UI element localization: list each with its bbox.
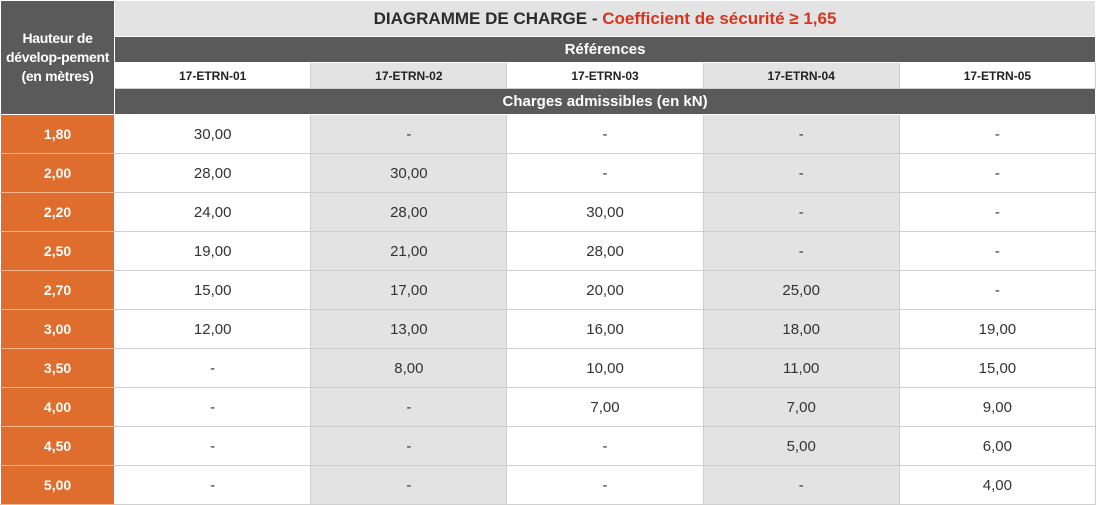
load-value-cell: 10,00 xyxy=(507,349,703,388)
load-value-cell: - xyxy=(703,466,899,505)
load-value-cell: 15,00 xyxy=(115,271,311,310)
load-value-cell: 18,00 xyxy=(703,310,899,349)
height-cell: 1,80 xyxy=(1,115,115,154)
load-value-cell: 5,00 xyxy=(703,427,899,466)
references-band-row xyxy=(1,37,1096,63)
table-row xyxy=(1,466,1096,505)
load-value-cell: - xyxy=(507,154,703,193)
load-value-cell: 28,00 xyxy=(311,193,507,232)
charges-band-row xyxy=(1,89,1096,115)
load-value-cell: 30,00 xyxy=(507,193,703,232)
load-value-cell: 30,00 xyxy=(311,154,507,193)
load-value-cell: - xyxy=(311,115,507,154)
load-value-cell: - xyxy=(311,388,507,427)
load-value-cell: - xyxy=(899,232,1095,271)
load-value-cell: 25,00 xyxy=(703,271,899,310)
load-value-cell: - xyxy=(115,388,311,427)
load-value-cell: 16,00 xyxy=(507,310,703,349)
title-row xyxy=(1,1,1096,37)
load-value-cell: 15,00 xyxy=(899,349,1095,388)
load-value-cell: - xyxy=(899,154,1095,193)
height-cell: 4,50 xyxy=(1,427,115,466)
load-value-cell: - xyxy=(899,115,1095,154)
height-column-header xyxy=(1,1,115,115)
height-cell: 2,00 xyxy=(1,154,115,193)
height-cell: 2,20 xyxy=(1,193,115,232)
height-cell: 3,50 xyxy=(1,349,115,388)
load-value-cell: 7,00 xyxy=(507,388,703,427)
reference-header-row xyxy=(1,63,1096,89)
load-value-cell: 8,00 xyxy=(311,349,507,388)
reference-header: 17-ETRN-05 xyxy=(899,63,1095,89)
load-value-cell: - xyxy=(115,466,311,505)
load-value-cell: - xyxy=(115,427,311,466)
load-value-cell: - xyxy=(507,466,703,505)
load-value-cell: - xyxy=(311,466,507,505)
load-value-cell: 28,00 xyxy=(507,232,703,271)
load-value-cell: - xyxy=(703,232,899,271)
height-column-header-text: Hauteur de dévelop-pement (en mètres) xyxy=(5,30,110,84)
charges-band: Charges admissibles (en kN) xyxy=(115,89,1096,115)
safety-coefficient: Coefficient de sécurité ≥ 1,65 xyxy=(602,8,837,28)
load-value-cell: - xyxy=(899,271,1095,310)
load-value-cell: - xyxy=(703,154,899,193)
load-value-cell: 20,00 xyxy=(507,271,703,310)
reference-header: 17-ETRN-01 xyxy=(115,63,311,89)
load-value-cell: - xyxy=(899,193,1095,232)
load-value-cell: 9,00 xyxy=(899,388,1095,427)
load-value-cell: - xyxy=(703,115,899,154)
load-value-cell: - xyxy=(703,193,899,232)
load-value-cell: 30,00 xyxy=(115,115,311,154)
table-row xyxy=(1,427,1096,466)
table-body xyxy=(1,115,1096,505)
load-value-cell: 11,00 xyxy=(703,349,899,388)
load-value-cell: - xyxy=(507,115,703,154)
references-band: Références xyxy=(115,37,1096,63)
reference-header: 17-ETRN-02 xyxy=(311,63,507,89)
load-value-cell: 19,00 xyxy=(115,232,311,271)
table-row xyxy=(1,310,1096,349)
load-value-cell: 19,00 xyxy=(899,310,1095,349)
table-row xyxy=(1,388,1096,427)
height-cell: 3,00 xyxy=(1,310,115,349)
height-cell: 2,70 xyxy=(1,271,115,310)
load-value-cell: - xyxy=(311,427,507,466)
load-value-cell: 7,00 xyxy=(703,388,899,427)
load-value-cell: 6,00 xyxy=(899,427,1095,466)
height-cell: 5,00 xyxy=(1,466,115,505)
load-value-cell: - xyxy=(115,349,311,388)
table-row xyxy=(1,115,1096,154)
load-value-cell: 12,00 xyxy=(115,310,311,349)
table-row xyxy=(1,154,1096,193)
table-title-main: DIAGRAMME DE CHARGE - xyxy=(373,8,603,28)
load-value-cell: - xyxy=(507,427,703,466)
load-value-cell: 13,00 xyxy=(311,310,507,349)
load-value-cell: 17,00 xyxy=(311,271,507,310)
load-value-cell: 24,00 xyxy=(115,193,311,232)
height-cell: 2,50 xyxy=(1,232,115,271)
reference-header: 17-ETRN-03 xyxy=(507,63,703,89)
height-cell: 4,00 xyxy=(1,388,115,427)
reference-header: 17-ETRN-04 xyxy=(703,63,899,89)
load-value-cell: 21,00 xyxy=(311,232,507,271)
table-row xyxy=(1,193,1096,232)
load-value-cell: 4,00 xyxy=(899,466,1095,505)
table-row xyxy=(1,271,1096,310)
table-row xyxy=(1,232,1096,271)
load-value-cell: 28,00 xyxy=(115,154,311,193)
table-row xyxy=(1,349,1096,388)
table-title xyxy=(115,1,1096,37)
